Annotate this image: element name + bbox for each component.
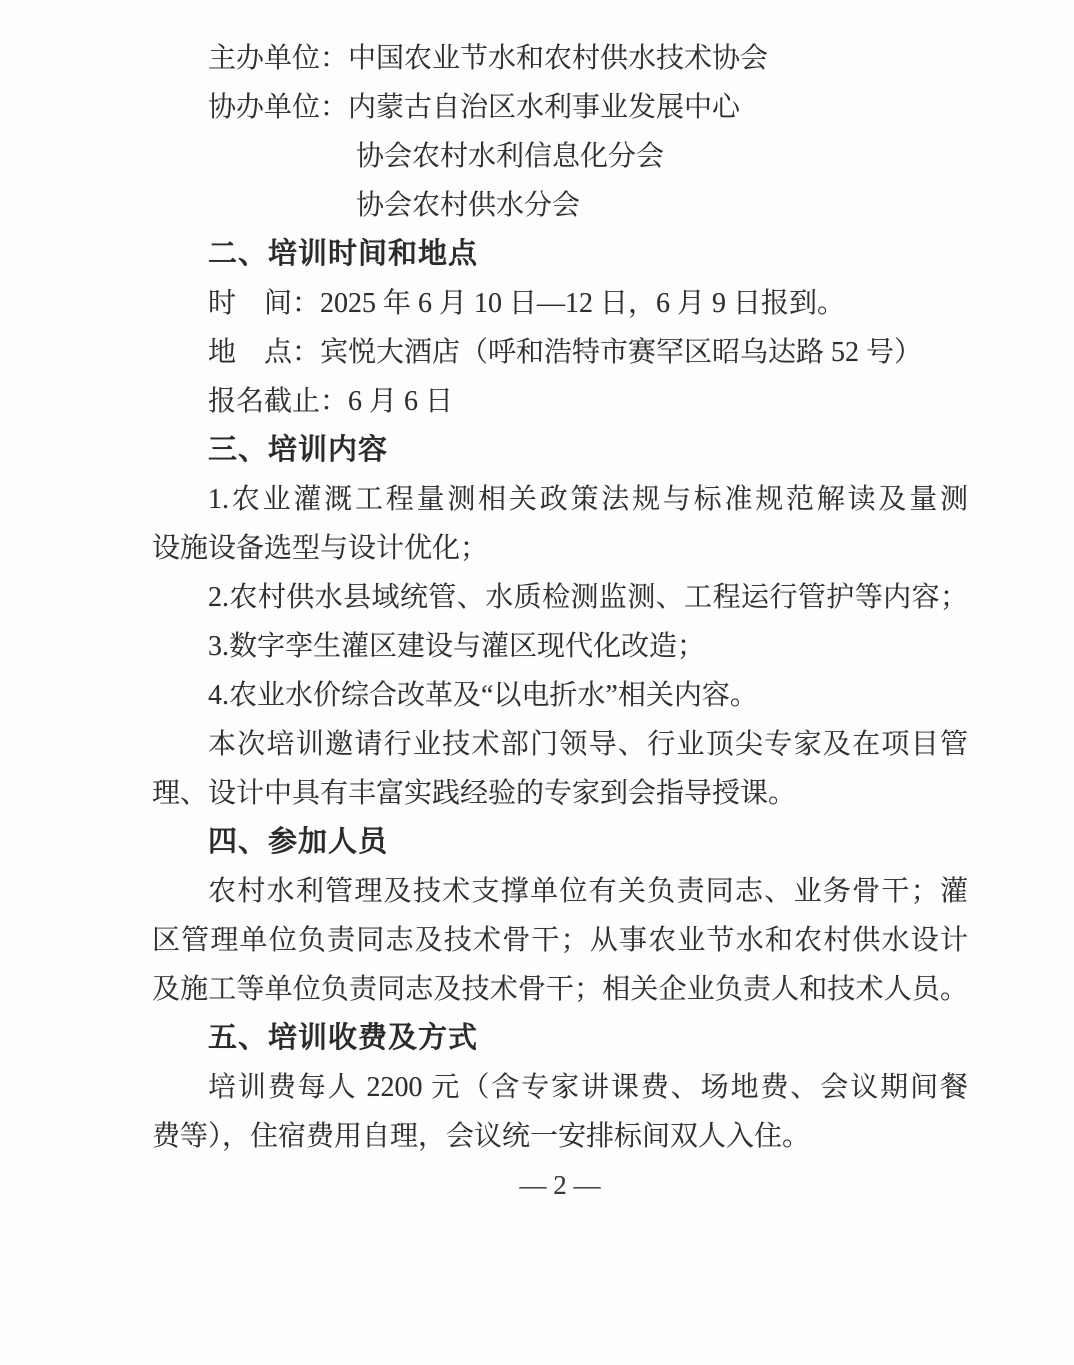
document-text-block	[152, 34, 968, 1210]
text-line: 设施设备选型与设计优化；	[152, 533, 489, 564]
text-line: 理、设计中具有丰富实践经验的专家到会指导授课。	[152, 778, 797, 809]
text-line: 报名截止：6 月 6 日	[208, 386, 454, 417]
text-line: 2.农村供水县域统管、水质检测监测、工程运行管护等内容；	[208, 582, 968, 613]
section-heading: 二、培训时间和地点	[208, 238, 479, 270]
section-heading: 四、参加人员	[208, 826, 389, 858]
text-line: 地 点：宾悦大酒店（呼和浩特市赛罕区昭乌达路 52 号）	[208, 337, 923, 368]
page-number: — 2 —	[519, 1170, 601, 1200]
text-line: 4.农业水价综合改革及“以电折水”相关内容。	[208, 680, 758, 711]
section-heading: 三、培训内容	[208, 434, 389, 466]
text-line: 费等），住宿费用自理，会议统一安排标间双人入住。	[152, 1121, 811, 1152]
text-line: 协会农村供水分会	[356, 190, 581, 221]
text-line: 3.数字孪生灌区建设与灌区现代化改造；	[208, 631, 706, 662]
text-line: 区管理单位负责同志及技术骨干；从事农业节水和农村供水设计	[152, 925, 968, 956]
text-line: 1.农业灌溉工程量测相关政策法规与标准规范解读及量测	[208, 484, 968, 515]
text-line: 培训费每人 2200 元（含专家讲课费、场地费、会议期间餐	[208, 1072, 968, 1103]
text-line: 协办单位：内蒙古自治区水利事业发展中心	[208, 92, 741, 123]
text-line: 及施工等单位负责同志及技术骨干；相关企业负责人和技术人员。	[152, 974, 968, 1005]
text-line: 本次培训邀请行业技术部门领导、行业顶尖专家及在项目管	[208, 729, 968, 760]
text-line: 农村水利管理及技术支撑单位有关负责同志、业务骨干；灌	[208, 876, 968, 907]
section-heading: 五、培训收费及方式	[208, 1022, 479, 1054]
text-line: 主办单位：中国农业节水和农村供水技术协会	[208, 43, 769, 74]
text-line: 协会农村水利信息化分会	[356, 141, 665, 172]
text-line: 时 间：2025 年 6 月 10 日—12 日，6 月 9 日报到。	[208, 288, 846, 319]
